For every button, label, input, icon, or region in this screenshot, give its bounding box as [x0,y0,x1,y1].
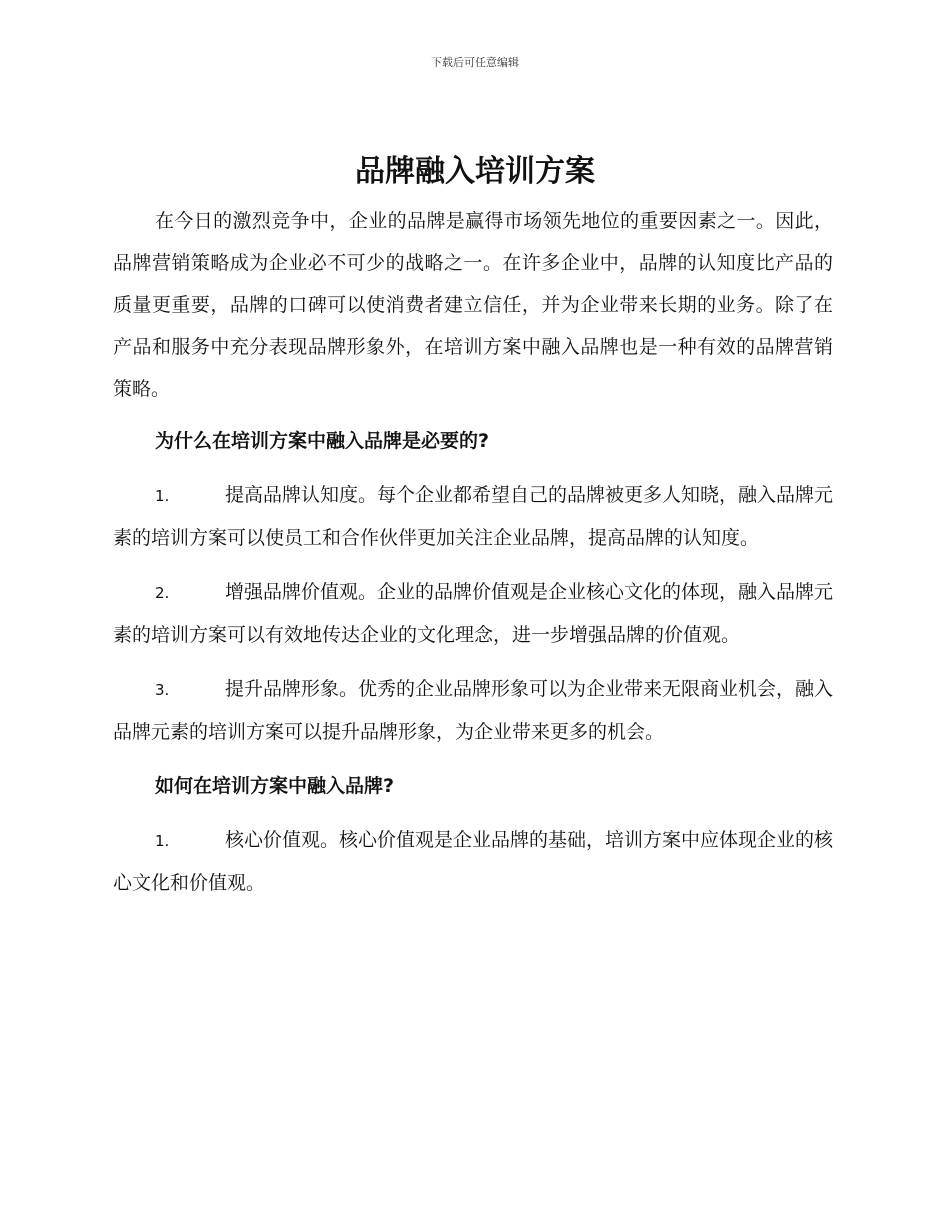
list-item-number: 1. [155,487,170,505]
section-heading-how: 如何在培训方案中融入品牌? [155,775,395,797]
document-body [113,200,833,916]
list-item [113,819,833,904]
document-title: 品牌融入培训方案 [355,154,595,189]
section-heading-why: 为什么在培训方案中融入品牌是必要的? [155,430,490,452]
list-item-number: 3. [155,681,170,699]
list-item-text: 核心价值观。核心价值观是企业品牌的基础，培训方案中应体现企业的核心文化和价值观。 [113,829,834,894]
list-item-number: 1. [155,832,170,850]
page-header-note: 下载后可任意编辑 [431,56,519,69]
list-item [113,474,833,559]
intro-paragraph: 在今日的激烈竞争中，企业的品牌是赢得市场领先地位的重要因素之一。因此，品牌营销策略成为企业必不可少的战略之一。在许多企业中，品牌的认知度比产品的质量更重要，品牌的口碑可以使消费者建立信任，并为企业带来长期的业务。除了在产品和服务中充分表现品牌形象外，在培训方案中融入品牌也是一种有效的品牌营销策略。 [113,210,833,400]
list-item-number: 2. [155,584,170,602]
list-item [113,668,833,753]
list-item [113,571,833,656]
list-item-text: 提高品牌认知度。每个企业都希望自己的品牌被更多人知晓，融入品牌元素的培训方案可以使员工和合作伙伴更加关注企业品牌，提高品牌的认知度。 [113,484,834,549]
list-item-text: 提升品牌形象。优秀的企业品牌形象可以为企业带来无限商业机会，融入品牌元素的培训方案可以提升品牌形象，为企业带来更多的机会。 [113,678,834,743]
list-item-text: 增强品牌价值观。企业的品牌价值观是企业核心文化的体现，融入品牌元素的培训方案可以有效地传达企业的文化理念，进一步增强品牌的价值观。 [113,581,834,646]
